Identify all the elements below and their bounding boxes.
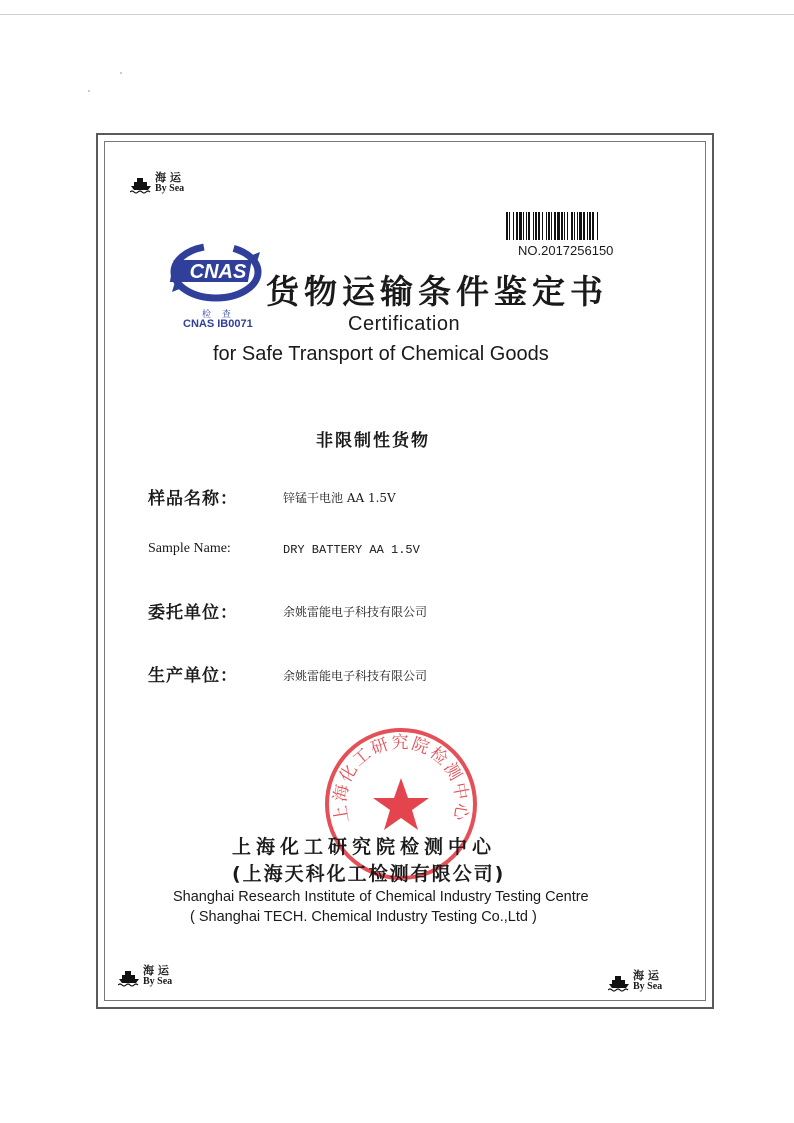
barcode-bar xyxy=(583,212,585,240)
institute-name-cn-alt: (上海天科化工检测有限公司) xyxy=(232,863,506,885)
ship-icon xyxy=(130,176,152,194)
cnas-code: CNAS IB0071 xyxy=(183,318,253,330)
barcode-bar xyxy=(546,212,547,240)
sea-cn-label: 海 运 xyxy=(143,964,169,977)
barcode xyxy=(506,212,658,240)
barcode-bar xyxy=(509,212,510,240)
manufacturer-value: 余姚雷能电子科技有限公司 xyxy=(283,669,428,683)
barcode-bar xyxy=(597,212,598,240)
svg-text:上海化工研究院检测中心: 上海化工研究院检测中心 xyxy=(330,733,472,824)
barcode-bar xyxy=(579,212,582,240)
ship-icon xyxy=(608,974,630,992)
barcode-bar xyxy=(587,212,588,240)
barcode-bar xyxy=(577,212,578,240)
barcode-bar xyxy=(513,212,514,240)
sea-cn-label: 海 运 xyxy=(155,171,181,184)
client-value: 余姚雷能电子科技有限公司 xyxy=(283,605,428,619)
barcode-bar xyxy=(561,212,563,240)
sample-name-cn-value: 锌锰干电池 AA 1.5V xyxy=(283,491,396,505)
client-label: 委托单位： xyxy=(148,603,238,623)
cnas-subtitle: 检 查 xyxy=(202,310,235,320)
barcode-bar xyxy=(551,212,552,240)
certificate-title-en-line1: Certification xyxy=(348,313,461,335)
barcode-bar xyxy=(574,212,575,240)
barcode-bar xyxy=(564,212,565,240)
sea-en-label: By Sea xyxy=(143,975,173,987)
institute-name-en-alt: ( Shanghai TECH. Chemical Industry Testing Co.,Ltd ) xyxy=(190,909,537,925)
barcode-bar xyxy=(535,212,537,240)
scan-edge-line xyxy=(0,14,794,15)
institute-name-cn: 上海化工研究院检测中心 xyxy=(232,836,497,858)
barcode-bar xyxy=(589,212,591,240)
barcode-bar xyxy=(557,212,560,240)
barcode-bar xyxy=(526,212,527,240)
barcode-bar xyxy=(519,212,522,240)
cnas-logo xyxy=(168,236,268,308)
by-sea-badge-bottom-left xyxy=(118,965,172,987)
sample-name-en-value: DRY BATTERY AA 1.5V xyxy=(283,543,420,557)
barcode-bar xyxy=(506,212,508,240)
barcode-bar xyxy=(592,212,594,240)
sample-name-en-label: Sample Name: xyxy=(148,541,231,556)
barcode-bar xyxy=(548,212,550,240)
certificate-title-cn: 货物运输条件鉴定书 xyxy=(266,272,608,311)
sea-cn-label: 海 运 xyxy=(633,969,659,982)
scan-speck xyxy=(88,90,90,92)
certificate-number: NO.2017256150 xyxy=(518,243,614,258)
goods-category: 非限制性货物 xyxy=(316,431,430,451)
manufacturer-label: 生产单位： xyxy=(148,666,238,686)
scan-speck xyxy=(120,72,122,74)
sea-en-label: By Sea xyxy=(633,980,663,992)
by-sea-badge-bottom-right xyxy=(608,970,662,992)
certificate-title-en-line2: for Safe Transport of Chemical Goods xyxy=(213,343,549,365)
barcode-bar xyxy=(542,212,543,240)
svg-text:CNAS: CNAS xyxy=(189,261,247,283)
sample-name-cn-label: 样品名称： xyxy=(148,489,238,509)
barcode-bar xyxy=(523,212,524,240)
barcode-bar xyxy=(554,212,556,240)
sea-en-label: By Sea xyxy=(155,182,185,194)
barcode-bar xyxy=(571,212,573,240)
ship-icon xyxy=(118,969,140,987)
institute-name-en: Shanghai Research Institute of Chemical Industry Testing Centre xyxy=(173,889,589,905)
barcode-bar xyxy=(533,212,534,240)
barcode-bar xyxy=(567,212,568,240)
barcode-bar xyxy=(538,212,540,240)
barcode-bar xyxy=(516,212,518,240)
barcode-bar xyxy=(528,212,530,240)
by-sea-badge-top xyxy=(130,172,184,194)
